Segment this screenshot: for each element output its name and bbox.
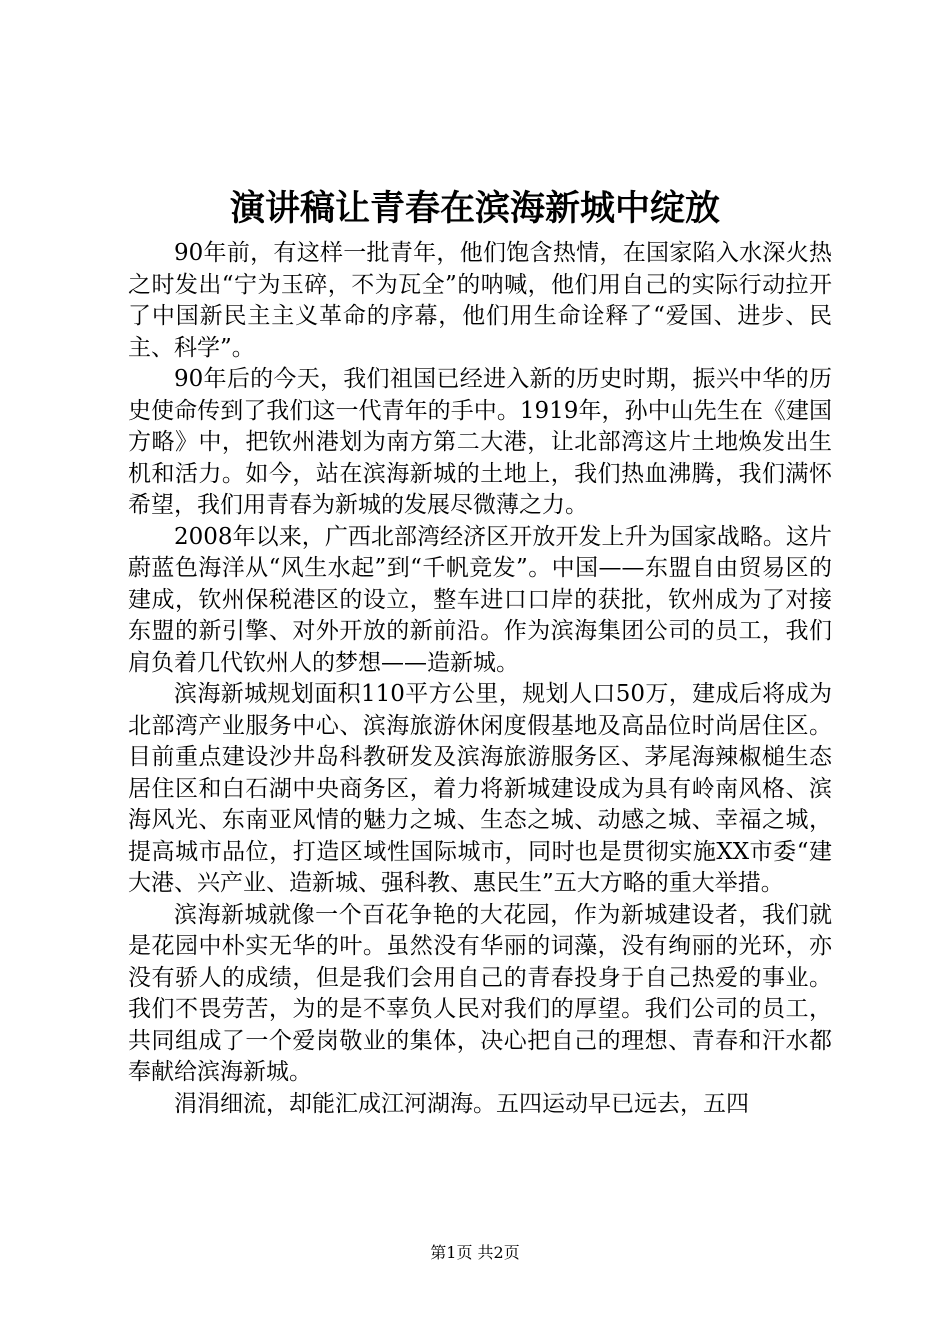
document-title: 演讲稿让青春在滨海新城中绽放 xyxy=(229,188,720,229)
paragraph: 90年前，有这样一批青年，他们饱含热情，在国家陷入水深火热之时发出“宁为玉碎，不为瓦全”的呐喊，他们用自己的实际行动拉开了中国新民主主义革命的序幕，他们用生命诠释了“爱国、进步、民主、科学”。 xyxy=(128,240,832,361)
paragraph: 涓涓细流，却能汇成江河湖海。五四运动早已远去，五四 xyxy=(174,1090,749,1117)
paragraph: 滨海新城规划面积110平方公里，规划人口50万，建成后将成为北部湾产业服务中心、滨海旅游休闲度假基地及高品位时尚居住区。目前重点建设沙井岛科教研发及滨海旅游服务区、茅尾海辣椒槌生态居住区和白石湖中央商务区，着力将新城建设成为具有岭南风格、滨海风光、东南亚风情的魅力之城、生态之城、动感之城、幸福之城，提高城市品位，打造区域性国际城市，同时也是贯彻实施XX市委“建大港、兴产业、造新城、强科教、惠民生”五大方略的重大举措。 xyxy=(128,681,832,896)
document-body xyxy=(128,238,832,1120)
paragraph: 2008年以来，广西北部湾经济区开放开发上升为国家战略。这片蔚蓝色海洋从“风生水起”到“千帆竞发”。中国——东盟自由贸易区的建成，钦州保税港区的设立，整车进口口岸的获批，钦州成为了对接东盟的新引擎、对外开放的新前沿。作为滨海集团公司的员工，我们肩负着几代钦州人的梦想——造新城。 xyxy=(128,523,832,676)
page-footer: 第1页 共2页 xyxy=(430,1243,520,1262)
paragraph: 90年后的今天，我们祖国已经进入新的历史时期，振兴中华的历史使命传到了我们这一代青年的手中。1919年，孙中山先生在《建国方略》中，把钦州港划为南方第二大港，让北部湾这片土地焕发出生机和活力。如今，站在滨海新城的土地上，我们热血沸腾，我们满怀希望，我们用青春为新城的发展尽微薄之力。 xyxy=(128,366,832,518)
paragraph: 滨海新城就像一个百花争艳的大花园，作为新城建设者，我们就是花园中朴实无华的叶。虽然没有华丽的词藻，没有绚丽的光环，亦没有骄人的成绩，但是我们会用自己的青春投身于自己热爱的事业。我们不畏劳苦，为的是不辜负人民对我们的厚望。我们公司的员工，共同组成了一个爱岗敬业的集体，决心把自己的理想、青春和汗水都奉献给滨海新城。 xyxy=(128,901,832,1085)
